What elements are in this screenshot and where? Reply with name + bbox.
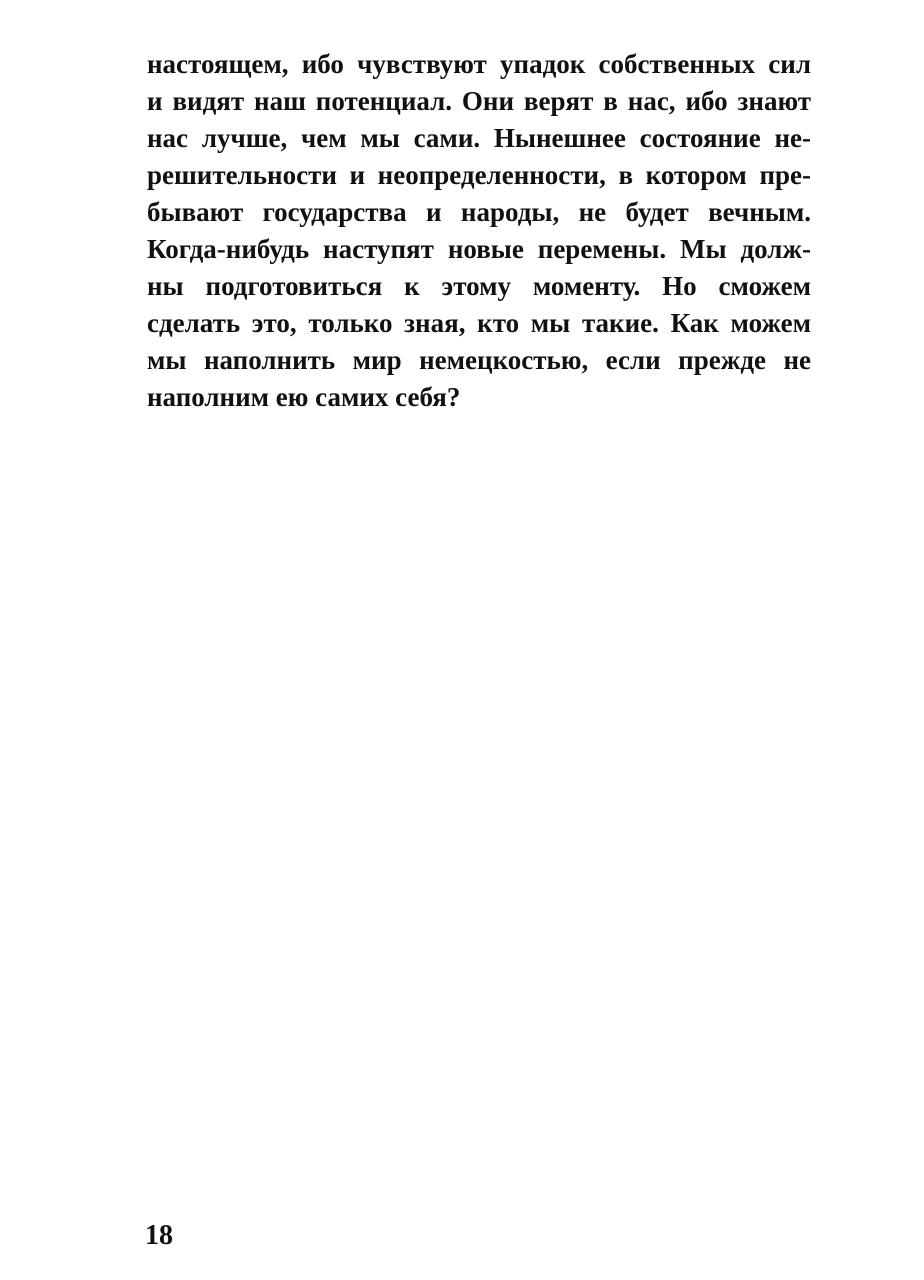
text-line-1: настоящем, ибо чувствуют упадок собственных сил: [147, 49, 811, 79]
body-text: [147, 46, 811, 416]
text-line-7: ны подготовиться к этому моменту. Но сможем: [147, 271, 811, 301]
page-number: 18: [145, 1220, 173, 1251]
text-line-6: Когда-нибудь наступят новые перемены. Мы долж-: [147, 234, 811, 264]
text-line-4: решительности и неопределенности, в котором пре-: [147, 160, 811, 190]
text-line-2: и видят наш потенциал. Они верят в нас, ибо знают: [147, 86, 811, 116]
text-line-10: наполним ею самих себя?: [147, 382, 461, 412]
text-line-8: сделать это, только зная, кто мы такие. Как можем: [147, 308, 811, 338]
text-line-9: мы наполнить мир немецкостью, если прежде не: [147, 345, 811, 375]
text-line-3: нас лучше, чем мы сами. Нынешнее состояние не-: [147, 123, 811, 153]
text-line-5: бывают государства и народы, не будет вечным.: [147, 197, 811, 227]
